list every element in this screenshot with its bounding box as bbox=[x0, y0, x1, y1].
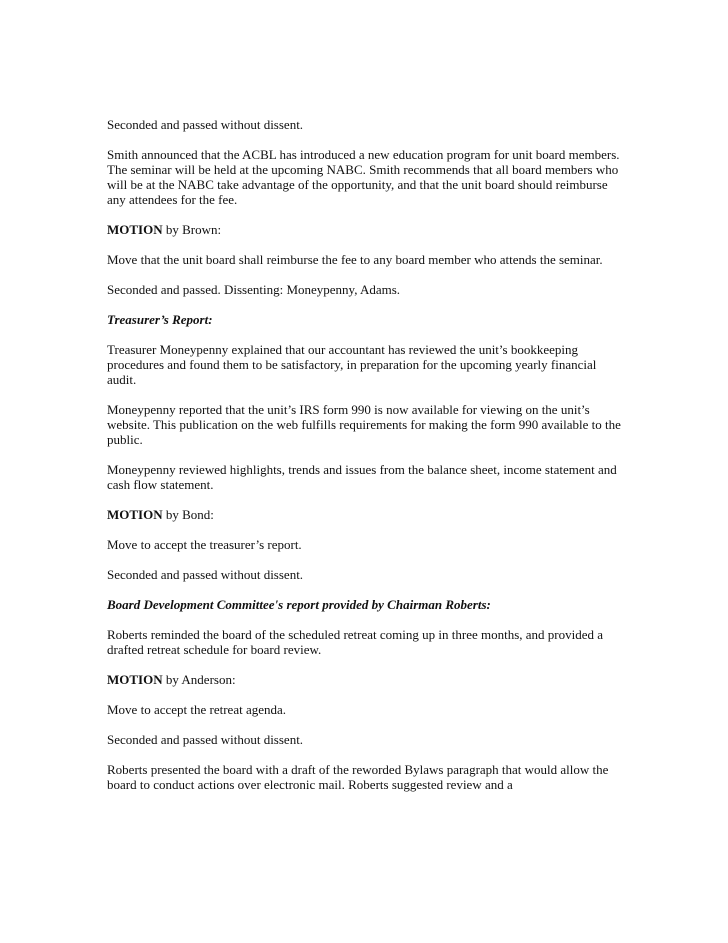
motion-mover: by Anderson: bbox=[162, 672, 236, 687]
paragraph-retreat: Roberts reminded the board of the scheduled retreat coming up in three months, and provided a drafted retreat schedule for board review. bbox=[107, 627, 604, 657]
paragraph-reimburse-motion: Move that the unit board shall reimburse the fee to any board member who attends the seminar. bbox=[107, 252, 603, 267]
paragraph-accept-retreat: Move to accept the retreat agenda. bbox=[107, 702, 287, 717]
motion-keyword: MOTION bbox=[107, 672, 163, 687]
paragraph-bookkeeping: Treasurer Moneypenny explained that our accountant has reviewed the unit’s bookkeeping procedures and found them to be satisfactory, in preparation for the upcoming yearly financial audit. bbox=[107, 342, 597, 387]
motion-bond bbox=[107, 507, 627, 522]
heading-treasurers-report: Treasurer’s Report: bbox=[107, 312, 213, 327]
motion-keyword: MOTION bbox=[107, 507, 163, 522]
document-page bbox=[107, 117, 627, 807]
motion-mover: by Brown: bbox=[162, 222, 222, 237]
motion-brown bbox=[107, 222, 627, 237]
heading-board-development: Board Development Committee's report provided by Chairman Roberts: bbox=[107, 597, 491, 612]
motion-anderson bbox=[107, 672, 627, 687]
paragraph-form-990: Moneypenny reported that the unit’s IRS form 990 is now available for viewing on the unit’s website. This publication on the web fulfills requirements for making the form 990 available to the public. bbox=[107, 402, 621, 447]
paragraph-education-program: Smith announced that the ACBL has introduced a new education program for unit board members. The seminar will be held at the upcoming NABC. Smith recommends that all board members who will be at the NABC take advantage of the opportunity, and that the unit board should reimburse any attendees for the fee. bbox=[107, 147, 620, 207]
paragraph-accept-treasurer: Move to accept the treasurer’s report. bbox=[107, 537, 302, 552]
paragraph-seconded-3: Seconded and passed without dissent. bbox=[107, 732, 304, 747]
motion-mover: by Bond: bbox=[162, 507, 214, 522]
paragraph-seconded-1: Seconded and passed without dissent. bbox=[107, 117, 304, 132]
paragraph-seconded-dissenting: Seconded and passed. Dissenting: Moneypenny, Adams. bbox=[107, 282, 401, 297]
paragraph-seconded-2: Seconded and passed without dissent. bbox=[107, 567, 304, 582]
motion-keyword: MOTION bbox=[107, 222, 163, 237]
paragraph-highlights: Moneypenny reviewed highlights, trends and issues from the balance sheet, income statement and cash flow statement. bbox=[107, 462, 617, 492]
paragraph-bylaws: Roberts presented the board with a draft of the reworded Bylaws paragraph that would allow the board to conduct actions over electronic mail. Roberts suggested review and a bbox=[107, 762, 609, 792]
